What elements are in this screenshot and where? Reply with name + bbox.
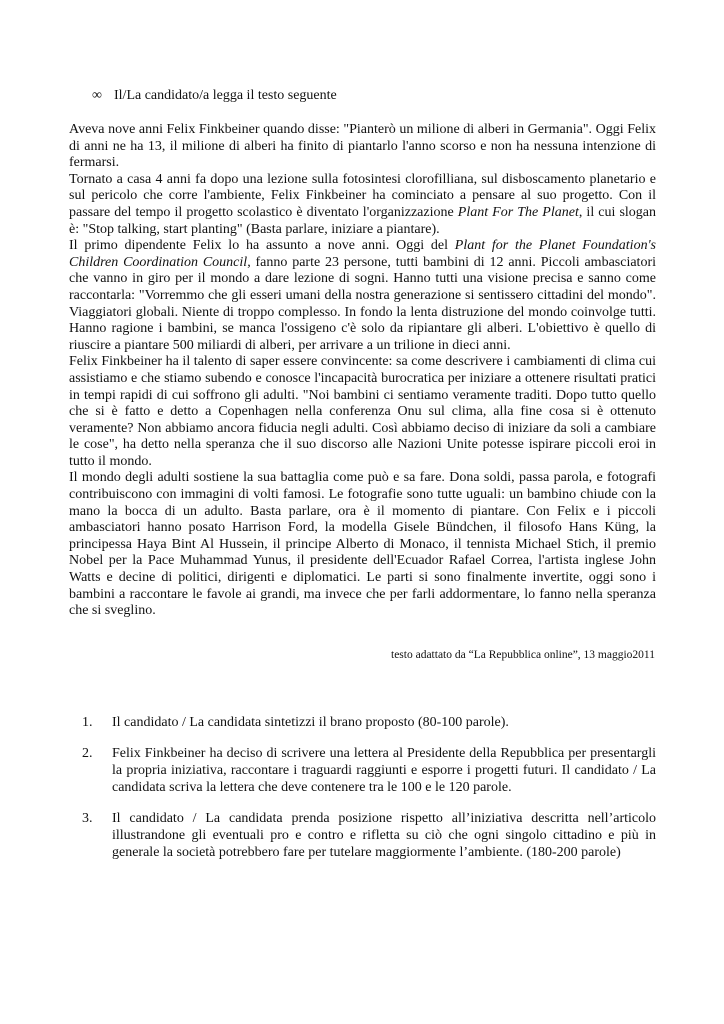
article-text [69,122,656,620]
task-list [82,714,656,875]
infinity-bullet-icon: ∞ [92,88,102,103]
paragraph-text: Felix Finkbeiner ha il talento di saper essere convincente: sa come descrivere i cambiamenti di clima cui assistiamo e che stiamo subendo e conosce l'incapacità burocratica per iniziare a ottenere risultati pratici in tempi rapidi di cui soffrono gli adulti. "Noi bambini ci sentiamo veramente traditi. Dopo tutto quello che si è fatto e detto a Copenhagen nella conferenza Onu sul clima, alla fine cosa si è ottenuto veramente? Non abbiamo ancora fiducia negli adulti. Così abbiamo deciso di iniziare da soli a cambiare le cose", ha detto nella speranza che il suo discorso alle Nazioni Unite potesse ispirare piccoli eroi in tutto il mondo. [69,354,656,469]
instruction-heading-text: Il/La candidato/a legga il testo seguente [114,88,337,103]
italic-title-text: Plant For The Planet [457,204,579,220]
task-text: Felix Finkbeiner ha deciso di scrivere una lettera al Presidente della Repubblica per presentargli la propria iniziativa, raccontare i traguardi raggiunti e esporre i progetti futuri. Il candidato / La candidata scriva la lettera che deve contenere tra le 100 e le 120 parole. [112,746,656,795]
paragraph-text: Tornato a casa 4 anni fa dopo una lezione sulla fotosintesi clorofilliana, sul disboscamento planetario e sul pericolo che corre l'ambiente, Felix Finkbeiner ha cominciato a pensare al suo progetto. Con il passare del tempo il progetto scolastico è diventato l'organizzazione [69,171,656,220]
instruction-heading [92,86,337,105]
task-number: 1. [82,715,93,730]
article-paragraph [69,172,656,238]
task-item [82,810,656,861]
paragraph-text: Il primo dipendente Felix lo ha assunto a nove anni. Oggi del [69,238,455,254]
article-paragraph [69,238,656,354]
task-item [82,745,656,796]
article-paragraph [69,122,656,172]
italic-title-text: Plant for the Planet Foundation's Children Coordination Council [69,238,657,270]
source-citation: testo adattato da “La Repubblica online”, 13 maggio2011 [391,649,655,661]
task-item [82,714,656,731]
article-paragraph [69,354,656,470]
task-text: Il candidato / La candidata sintetizzi il brano proposto (80-100 parole). [112,715,509,730]
paragraph-text: Il mondo degli adulti sostiene la sua battaglia come può e sa fare. Dona soldi, passa parola, e fotografi contribuiscono con immagini di volti famosi. Le fotografie sono tutte uguali: un bambino chiude con la mano la bocca di un adulto. Basta parlare, ora è il momento di piantare. Con Felix e i piccoli ambasciatori hanno posato Harrison Ford, la modella Gisele Bündchen, il filosofo Hans Küng, la principessa Haya Bint Al Hussein, il principe Alberto di Monaco, il tennista Michael Stich, il premio Nobel per la Pace Muhammad Yunus, il presidente dell'Ecuador Rafael Correa, l'artista inglese John Watts e decine di politici, dirigenti e diplomatici. Le parti si sono finalmente invertite, oggi sono i bambini a raccontare le favole ai grandi, ma invece che per farli addormentare, lo fanno nella speranza che si sveglino. [69,470,656,619]
article-paragraph [69,470,656,619]
task-text: Il candidato / La candidata prenda posizione rispetto all’iniziativa descritta nell’articolo illustrandone gli eventuali pro e contro e rifletta su ciò che ogni singolo cittadino e più in generale la società potrebbero fare per tutelare maggiormente l’ambiente. (180-200 parole) [112,811,656,860]
paragraph-text: , fanno parte 23 persone, tutti bambini di 12 anni. Piccoli ambasciatori che vanno in giro per il mondo a dare lezione di sogni. Hanno tutti una visione precisa e sanno come raccontarla: "Vorremmo che gli esseri umani della nostra generazione si sentissero cittadini del mondo". Viaggiatori globali. Niente di troppo complesso. In fondo la lenta distruzione del mondo coinvolge tutti. Hanno ragione i bambini, se manca l'ossigeno c'è solo da ripiantare gli alberi. L'obiettivo è quello di riuscire a piantare 500 miliardi di alberi, per arrivare a un trilione in dieci anni. [69,254,656,353]
paragraph-text: Aveva nove anni Felix Finkbeiner quando disse: "Pianterò un milione di alberi in Germania". Oggi Felix di anni ne ha 13, il milione di alberi ha finito di piantarlo l'anno scorso e non ha nessuna intenzione di fermarsi. [69,122,656,171]
task-number: 2. [82,746,93,761]
paragraph-text: , il cui slogan è: "Stop talking, start planting" (Basta parlare, iniziare a piantare). [69,204,657,237]
task-number: 3. [82,811,93,826]
